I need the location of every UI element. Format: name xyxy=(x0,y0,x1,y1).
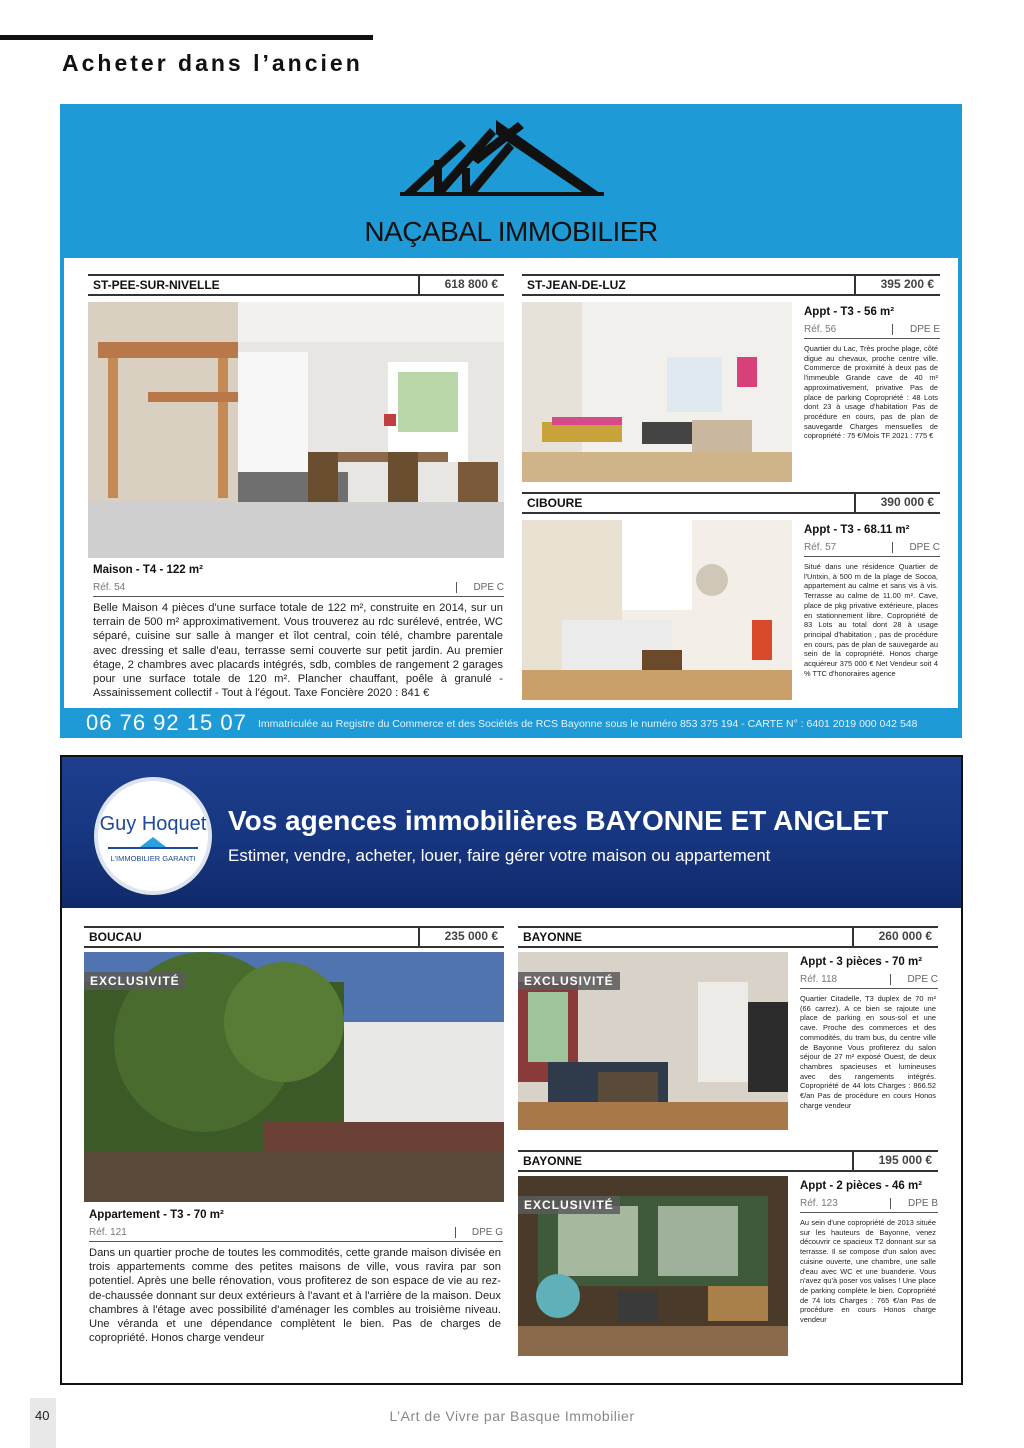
brand-name: NAÇABAL IMMOBILIER xyxy=(364,216,658,247)
listing-header xyxy=(84,926,504,948)
registration-text: Immatriculée au Registre du Commerce et des Sociétés de RCS Bayonne sous le numéro 853 375 194 - CARTE N° : 6401 2019 000 042 548 xyxy=(258,718,918,730)
listing-header xyxy=(522,492,940,514)
listing-title: Appt - T3 - 68.11 m² xyxy=(804,524,910,536)
page-footer: L’Art de Vivre par Basque Immobilier xyxy=(389,1408,635,1424)
exclusivity-badge: EXCLUSIVITÉ xyxy=(518,1196,620,1214)
ref-line xyxy=(804,324,940,339)
logo-divider xyxy=(108,847,198,849)
listing-city: BAYONNE xyxy=(523,1154,582,1168)
listing-boucau[interactable] xyxy=(84,926,504,1366)
garden-photo xyxy=(84,952,504,1202)
listing-dpe: DPE C xyxy=(890,974,938,985)
listing-st-jean[interactable] xyxy=(522,274,940,486)
listing-header xyxy=(518,1150,938,1172)
ref-line xyxy=(93,582,504,597)
section-title: Acheter dans l’ancien xyxy=(62,50,363,76)
listing-price: 195 000 € xyxy=(852,1150,938,1172)
top-rule xyxy=(0,35,373,40)
banner-headline: Vos agences immobilières BAYONNE ET ANGLET xyxy=(228,805,889,836)
page-number: 40 xyxy=(35,1408,50,1423)
listing-city: CIBOURE xyxy=(527,496,583,510)
ref-line xyxy=(804,542,940,557)
listing-ref: Réf. 56 xyxy=(804,324,837,335)
listings-panel xyxy=(64,258,958,708)
listing-description: Belle Maison 4 pièces d'une surface totale de 122 m², construite en 2014, sur un terrain de 500 m² approximativement. Vous trouverez au rdc surélevé, entrée, WC séparé, cuisine sur salle à manger et îlot central, coin télé, chambre parentale avec dressing et salle d'eau, terrasse semi couverte sur petit jardin. Au premier étage, 2 chambres avec placards intégrés, sdb, combles de rangement 2 garages pour une surface totale de 120 m². Plancher chauffant, poêle à granulé - Assainissement collectif - Tout à l'égout. Taxe Foncière 2020 : 841 € xyxy=(93,602,503,700)
listing-bayonne-118[interactable] xyxy=(518,926,938,1136)
listing-price: 395 200 € xyxy=(854,274,940,296)
phone-number[interactable]: 06 76 92 15 07 xyxy=(86,710,247,735)
listing-ref: Réf. 121 xyxy=(89,1227,127,1238)
banner-subheadline: Estimer, vendre, acheter, louer, faire gérer votre maison ou appartement xyxy=(228,846,771,865)
listing-price: 260 000 € xyxy=(852,926,938,948)
veranda-photo xyxy=(518,1176,788,1356)
listing-dpe: DPE C xyxy=(892,542,940,553)
ref-line xyxy=(89,1227,503,1242)
listing-description: Au sein d'une copropriété de 2013 située sur les hauteurs de Bayonne, venez découvrir ce spacieux T2 donnant sur sa terrasse. Il se compose d'un salon avec cuisine ouverte, une chambre, une salle d'eau avec WC et une buanderie. Vous n'avez qu'à poser vos valises ! Une place de parking complète le bien. Copropriété de 74 lots Charges : 765 €/an Pas de procédure en cours Honos charge vendeur xyxy=(800,1218,936,1325)
listing-price: 390 000 € xyxy=(854,492,940,514)
nacabal-ad xyxy=(60,104,962,738)
listing-title: Appt - 2 pièces - 46 m² xyxy=(800,1180,923,1192)
listing-city: ST-PEE-SUR-NIVELLE xyxy=(93,278,220,292)
listing-city: BOUCAU xyxy=(89,930,142,944)
ref-line xyxy=(800,1198,938,1213)
listing-bayonne-123[interactable] xyxy=(518,1150,938,1360)
living-room-photo xyxy=(522,302,792,482)
listing-city: BAYONNE xyxy=(523,930,582,944)
listing-title: Appt - T3 - 56 m² xyxy=(804,306,895,318)
listing-price: 235 000 € xyxy=(418,926,504,948)
exclusivity-badge: EXCLUSIVITÉ xyxy=(518,972,620,990)
listing-description: Quartier Citadelle, T3 duplex de 70 m² (66 carrez). A ce bien se rajoute une place de parking en sous-sol et une cave. Proche des commerces et des commodités, du tram bus, du centre ville de Bayonne Vous profiterez du salon séjour de 27 m² exposé Ouest, de deux chambres spacieuses et lumineuses avec des rangements intégrés. Copropriété de 44 lots Charges : 866.52 €/an Pas de procédure en cours Honos charge vendeur xyxy=(800,994,936,1110)
listing-header xyxy=(518,926,938,948)
listing-ref: Réf. 123 xyxy=(800,1198,838,1209)
ref-line xyxy=(800,974,938,989)
roof-logo-icon xyxy=(400,118,604,198)
listing-ciboure[interactable] xyxy=(522,492,940,704)
listing-city: ST-JEAN-DE-LUZ xyxy=(527,278,626,292)
listing-header xyxy=(88,274,504,296)
listing-dpe: DPE E xyxy=(892,324,940,335)
listing-description: Dans un quartier proche de toutes les commodités, cette grande maison divisée en trois appartements comme des petites maisons de ville, vous ravira par son potentiel. Après une belle rénovation, vous profiterez de son espace de vie au rez-de-chaussée donnant sur deux extérieurs à l'avant et à l'arrière de la maison. Deux chambres à l'étage avec possibilité d'aménager les combles au troisième niveau. Une véranda et une dépendance complètent le bien. Pas de charges de copropriété. Honos charge vendeur xyxy=(89,1247,501,1345)
guyhoquet-banner xyxy=(62,757,961,908)
contact-footer xyxy=(60,708,962,738)
listing-dpe: DPE B xyxy=(890,1198,938,1209)
listing-ref: Réf. 57 xyxy=(804,542,837,553)
guyhoquet-ad xyxy=(60,755,963,1385)
logo-tagline: L'IMMOBILIER GARANTI xyxy=(110,854,196,863)
listing-dpe: DPE G xyxy=(455,1227,503,1238)
guyhoquet-logo xyxy=(94,777,212,895)
listing-title: Appt - 3 pièces - 70 m² xyxy=(800,956,923,968)
duplex-living-photo xyxy=(518,952,788,1130)
listing-ref: Réf. 54 xyxy=(93,582,126,593)
listing-description: Situé dans une résidence Quartier de l'Untxin, à 500 m de la plage de Socoa, appartement au calme et sans vis à vis. Terrasse au calme de 11.00 m². Cave, place de pkg privative extérieure, places en stationnement libre. Copropriété de 83 Lots au total dont 28 à usage principal d'habitation , pas de procédure en cours, pas de plan de sauvegarde au sein de la copropriété. Honos charge acquéreur 375 000 € Net Vendeur soit 4 % TTC d'honoraires agence xyxy=(804,562,938,678)
listing-description: Quartier du Lac, Très proche plage, côté digue au chevaux, proche centre ville. Commerce de proximité à deux pas de l'immeuble Grande cave de 40 m² approximativement, privative Pas de place de parking Copropriété : 48 Lots dont 23 à usage d'habitation Pas de procédure en cours, pas de plan de sauvegarde Charges mensuelles de copropriété : 75 €/Mois TF 2021 : 775 € xyxy=(804,344,938,441)
listing-title: Appartement - T3 - 70 m² xyxy=(89,1209,224,1221)
listing-title: Maison - T4 - 122 m² xyxy=(93,564,203,576)
exclusivity-badge: EXCLUSIVITÉ xyxy=(84,972,186,990)
listing-st-pee[interactable] xyxy=(88,274,504,704)
listing-header xyxy=(522,274,940,296)
logo-name: Guy Hoquet xyxy=(99,813,207,835)
house-interior-photo xyxy=(88,302,504,558)
listing-price: 618 800 € xyxy=(418,274,504,296)
lounge-photo xyxy=(522,520,792,700)
listing-ref: Réf. 118 xyxy=(800,974,838,985)
listing-dpe: DPE C xyxy=(456,582,504,593)
roof-triangle-icon xyxy=(140,837,166,847)
